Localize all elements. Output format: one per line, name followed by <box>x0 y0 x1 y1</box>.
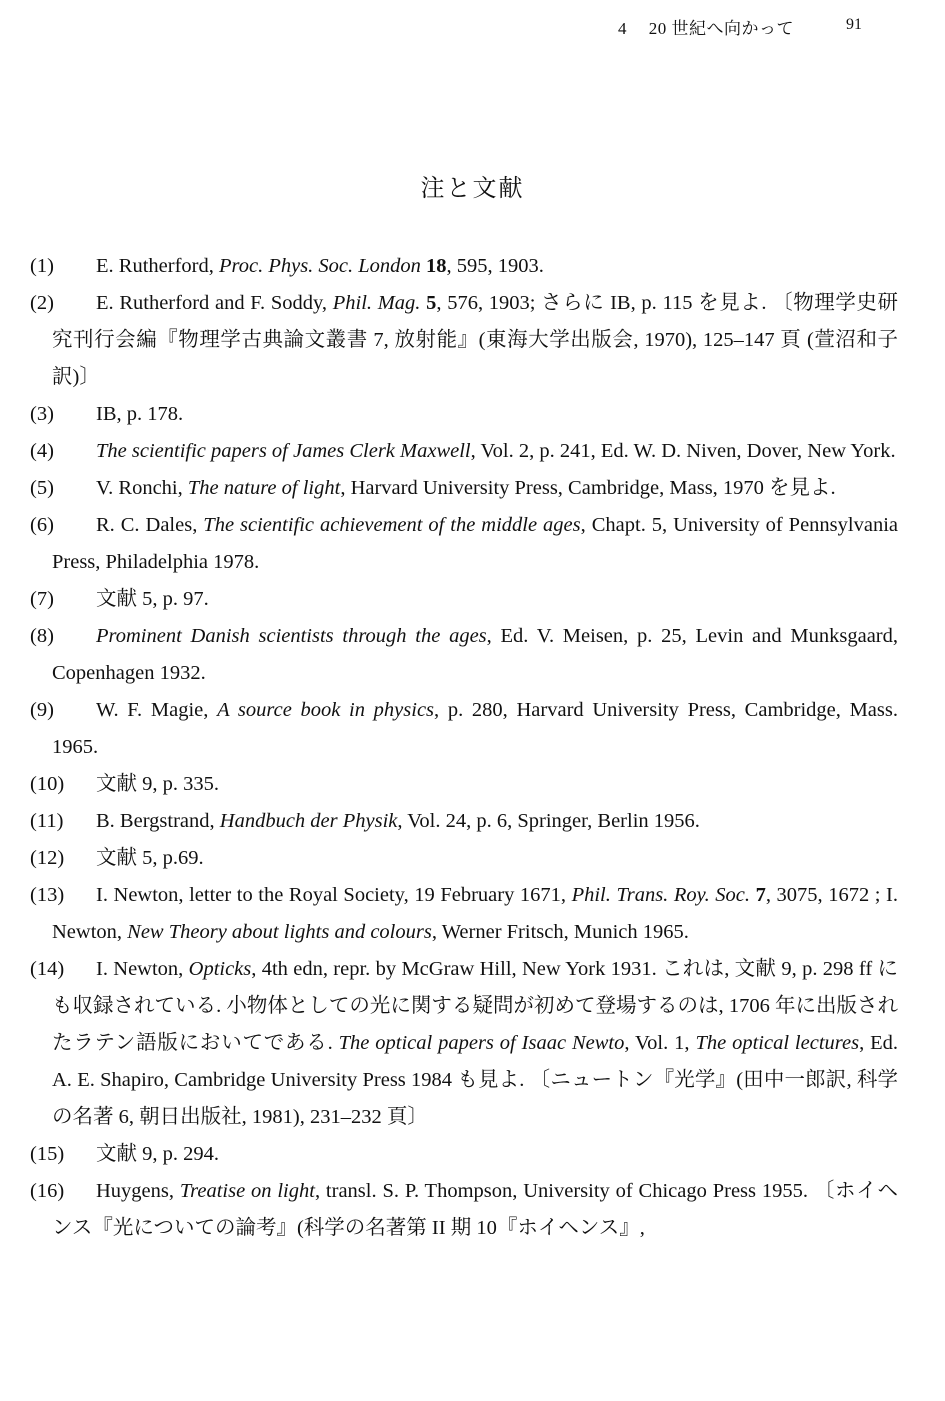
reference-text <box>96 1143 219 1165</box>
page-number: 91 <box>846 16 862 33</box>
reference-number: (1) <box>30 255 54 277</box>
reference-number: (15) <box>30 1143 65 1165</box>
reference-segment: IB, p. 178. <box>96 403 184 425</box>
reference-title-italic: Proc. Phys. Soc. London <box>218 255 421 277</box>
reference-segment: , Vol. 24, p. 6, Springer, Berlin 1956. <box>397 810 700 832</box>
reference-text <box>96 773 219 795</box>
reference-number: (12) <box>30 847 65 869</box>
reference-segment: , p. 280, Harvard University Press, Cambridge, Mass. 1965. <box>52 699 898 758</box>
reference-number: (6) <box>30 514 54 536</box>
reference-number: (10) <box>30 773 65 795</box>
reference-volume-bold: 18 <box>426 255 447 277</box>
reference-text <box>52 884 898 943</box>
reference-segment: W. F. Magie, <box>96 699 218 721</box>
reference-title-italic: The optical papers of Isaac Newto <box>338 1032 625 1054</box>
reference-title-italic: A source book in physics <box>217 699 435 721</box>
reference-title-italic: Phil. Trans. Roy. Soc. <box>571 884 751 906</box>
reference-item <box>30 507 898 581</box>
reference-number: (9) <box>30 699 54 721</box>
reference-item <box>30 877 898 951</box>
reference-segment: V. Ronchi, <box>96 477 188 499</box>
reference-segment: E. Rutherford, <box>96 255 219 277</box>
reference-title-italic: Opticks <box>188 958 252 980</box>
reference-volume-bold: 7 <box>755 884 766 906</box>
reference-text <box>52 699 898 758</box>
reference-text <box>52 514 898 573</box>
reference-item <box>30 1136 898 1173</box>
reference-number: (16) <box>30 1180 65 1202</box>
reference-title-italic: The scientific papers of James Clerk Maxwell <box>96 440 471 462</box>
reference-item <box>30 618 898 692</box>
reference-text <box>96 847 204 869</box>
reference-volume-bold: 5 <box>426 292 437 314</box>
reference-text <box>96 477 836 499</box>
reference-segment: , 4th edn, repr. by McGraw Hill, New York 1931. これは, 文献 9, p. 298 ff にも収録されている. 小物体としての光に関する疑問が初めて登場するのは, 1706 年に出版されたラテン語版においてである. <box>52 958 898 1054</box>
reference-title-italic: Handbuch der Physik <box>219 810 398 832</box>
reference-number: (4) <box>30 440 54 462</box>
reference-text <box>96 810 700 832</box>
reference-segment: E. Rutherford and F. Soddy, <box>96 292 333 314</box>
section-title: 注と文献 <box>420 176 525 202</box>
reference-segment: , transl. S. P. Thompson, University of Chicago Press 1955. 〔ホイヘンス『光についての論考』(科学の名著第 II 期 10『ホイヘンス』, <box>52 1180 898 1239</box>
reference-text <box>52 1180 898 1239</box>
reference-text <box>96 588 209 610</box>
reference-item <box>30 951 898 1136</box>
reference-segment: I. Newton, <box>96 958 189 980</box>
reference-text <box>52 625 898 684</box>
chapter-title: 20 世紀へ向かって <box>648 19 794 38</box>
reference-number: (8) <box>30 625 54 647</box>
reference-text <box>96 255 544 277</box>
reference-number: (14) <box>30 958 65 980</box>
reference-segment: , Ed. A. E. Shapiro, Cambridge University Press 1984 も見よ. 〔ニュートン『光学』(田中一郎訳, 科学の名著 6, 朝日出版社, 1981), 231–232 頁〕 <box>52 1032 898 1128</box>
reference-segment: , Werner Fritsch, Munich 1965. <box>431 921 689 943</box>
reference-item <box>30 248 898 285</box>
reference-item <box>30 396 898 433</box>
reference-title-italic: Prominent Danish scientists through the ages <box>96 625 487 647</box>
reference-text <box>52 292 898 388</box>
reference-text <box>96 403 183 425</box>
reference-item <box>30 1173 898 1247</box>
reference-item <box>30 803 898 840</box>
reference-segment: Huygens, <box>96 1180 180 1202</box>
reference-title-italic: New Theory about lights and colours <box>127 921 432 943</box>
reference-item <box>30 840 898 877</box>
reference-number: (11) <box>30 810 64 832</box>
reference-title-italic: Treatise on light <box>179 1180 315 1202</box>
reference-segment: I. Newton, letter to the Royal Society, 19 February 1671, <box>96 884 572 906</box>
chapter-number: 4 <box>618 19 627 38</box>
reference-segment: , Vol. 1, <box>624 1032 696 1054</box>
reference-number: (7) <box>30 588 54 610</box>
reference-segment: , Harvard University Press, Cambridge, Mass, 1970 を見よ. <box>340 477 836 499</box>
reference-segment: 文献 5, p. 97. <box>96 588 209 610</box>
reference-segment: R. C. Dales, <box>96 514 204 536</box>
running-head <box>618 14 794 39</box>
reference-segment: , 595, 1903. <box>446 255 544 277</box>
reference-segment: B. Bergstrand, <box>96 810 220 832</box>
reference-number: (2) <box>30 292 54 314</box>
reference-title-italic: Phil. Mag. <box>332 292 421 314</box>
reference-text <box>96 440 896 462</box>
reference-title-italic: The nature of light <box>187 477 341 499</box>
reference-item <box>30 285 898 396</box>
reference-segment: 文献 9, p. 335. <box>96 773 219 795</box>
reference-number: (3) <box>30 403 54 425</box>
reference-item <box>30 692 898 766</box>
reference-segment: 文献 9, p. 294. <box>96 1143 219 1165</box>
reference-number: (5) <box>30 477 54 499</box>
reference-segment: , Chapt. 5, University of Pennsylvania Press, Philadelphia 1978. <box>52 514 898 573</box>
reference-text <box>52 958 898 1128</box>
reference-segment: , Ed. V. Meisen, p. 25, Levin and Munksgaard, Copenhagen 1932. <box>52 625 898 684</box>
reference-item <box>30 433 898 470</box>
reference-segment: , Vol. 2, p. 241, Ed. W. D. Niven, Dover, New York. <box>470 440 896 462</box>
reference-segment: , 576, 1903; さらに IB, p. 115 を見よ. 〔物理学史研究刊行会編『物理学古典論文叢書 7, 放射能』(東海大学出版会, 1970), 125–147 頁 (萱沼和子訳)〕 <box>52 292 899 388</box>
reference-title-italic: The optical lectures <box>695 1032 860 1054</box>
reference-segment: , 3075, 1672 ; I. Newton, <box>52 884 898 943</box>
reference-segment: 文献 5, p.69. <box>96 847 204 869</box>
reference-item <box>30 470 898 507</box>
reference-title-italic: The scientific achievement of the middle ages <box>203 514 581 536</box>
reference-item <box>30 581 898 618</box>
reference-list <box>30 248 898 1247</box>
reference-item <box>30 766 898 803</box>
reference-number: (13) <box>30 884 65 906</box>
